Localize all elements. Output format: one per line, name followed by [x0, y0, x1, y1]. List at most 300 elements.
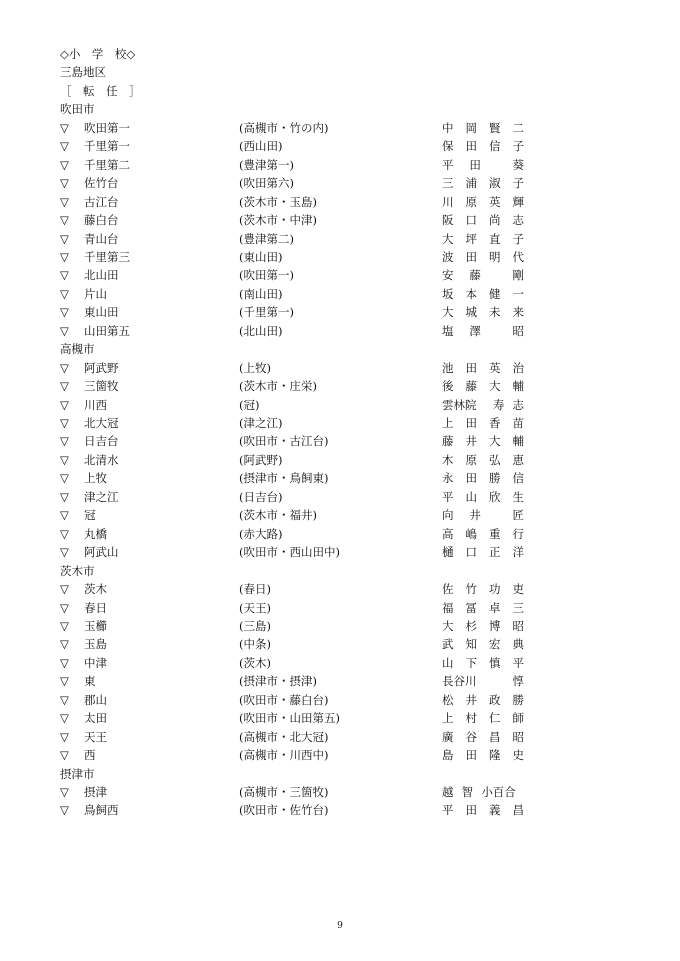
name-char: 田 [465, 748, 477, 763]
school-name: 古江台 [84, 194, 119, 209]
name-char: 苗 [512, 416, 524, 430]
list-item [60, 156, 530, 174]
teacher-name [442, 193, 524, 211]
previous-school: (三島) [239, 618, 271, 633]
name-char: 藤 [465, 379, 477, 394]
name-char: 尚 [489, 213, 501, 228]
name-char: 岡 [465, 120, 477, 135]
school-name: 片山 [84, 286, 107, 301]
school-name: 藤白台 [84, 213, 119, 228]
school-name: 丸橋 [84, 526, 107, 541]
previous-school: (吹田市・藤白台) [239, 692, 329, 707]
list-item [60, 119, 530, 137]
name-char: 永 [442, 471, 454, 486]
previous-school: (冠) [239, 397, 260, 412]
teacher-name [442, 137, 524, 155]
triangle-marker-icon: ▽ [60, 471, 69, 486]
school-name: 阿武野 [84, 360, 119, 375]
triangle-marker-icon: ▽ [60, 176, 69, 191]
name-char: 大 [442, 305, 454, 320]
name-char: 城 [465, 305, 477, 320]
teacher-name [442, 599, 524, 617]
name-char: 匠 [512, 508, 524, 523]
school-name: 津之江 [84, 489, 119, 504]
name-char: 原 [465, 452, 477, 467]
name-char: 藤 [442, 434, 454, 449]
school-name: 山田第五 [84, 323, 130, 338]
name-char: 隆 [489, 748, 501, 763]
list-item [60, 691, 530, 709]
triangle-marker-icon: ▽ [60, 249, 69, 264]
name-char: 典 [512, 637, 524, 652]
name-char: 塩 [442, 323, 454, 338]
name-char: 大 [489, 434, 501, 449]
name-char: 昭 [512, 729, 524, 744]
list-item [60, 543, 530, 561]
name-char: 欣 [489, 489, 501, 504]
name-char: 功 [489, 582, 501, 597]
list-item [60, 303, 530, 321]
name-char: 一 [512, 286, 524, 301]
triangle-marker-icon: ▽ [60, 120, 69, 135]
triangle-marker-icon: ▽ [60, 655, 69, 670]
name-char: 大 [442, 231, 454, 246]
triangle-marker-icon: ▽ [60, 729, 69, 744]
triangle-marker-icon: ▽ [60, 323, 69, 338]
name-char: 吏 [512, 582, 524, 597]
name-char: 佐 [442, 582, 454, 597]
school-name: 郡山 [84, 692, 107, 707]
name-char: 村 [465, 711, 477, 726]
name-char: 賢 [489, 120, 501, 135]
name-char: 信 [512, 471, 524, 486]
triangle-marker-icon: ▽ [60, 618, 69, 633]
name-char: 武 [442, 637, 454, 652]
name-char: 冨 [465, 600, 477, 615]
name-char: 健 [489, 286, 501, 301]
name-char: 葵 [512, 157, 524, 172]
school-name: 阿武山 [84, 545, 119, 560]
school-name: 上牧 [84, 471, 107, 486]
teacher-name [442, 488, 524, 506]
school-name: 玉島 [84, 637, 107, 652]
name-char: 勝 [489, 471, 501, 486]
name-char: 二 [512, 120, 524, 135]
triangle-marker-icon: ▽ [60, 452, 69, 467]
name-char: 田 [469, 157, 481, 172]
triangle-marker-icon: ▽ [60, 434, 69, 449]
previous-school: (茨木市・庄栄) [239, 379, 317, 394]
school-name: 千里第二 [84, 157, 130, 172]
triangle-marker-icon: ▽ [60, 268, 69, 283]
previous-school: (日吉台) [239, 489, 283, 504]
triangle-marker-icon: ▽ [60, 379, 69, 394]
name-char: 代 [512, 249, 524, 264]
name-char: 平 [442, 489, 454, 504]
triangle-marker-icon: ▽ [60, 582, 69, 597]
triangle-marker-icon: ▽ [60, 231, 69, 246]
name-char: 下 [465, 655, 477, 670]
city-heading: 吹田市 [60, 102, 95, 117]
previous-school: (吹田第六) [239, 176, 294, 191]
school-name: 北清水 [84, 452, 119, 467]
triangle-marker-icon: ▽ [60, 157, 69, 172]
name-char: 平 [442, 157, 454, 172]
name-char: 坪 [465, 231, 477, 246]
triangle-marker-icon: ▽ [60, 213, 69, 228]
name-char: 山 [442, 655, 454, 670]
list-item [60, 174, 530, 192]
teacher-name [442, 654, 524, 672]
school-name: 北山田 [84, 268, 119, 283]
name-char: 大 [442, 618, 454, 633]
name-char: 博 [489, 618, 501, 633]
triangle-marker-icon: ▽ [60, 674, 69, 689]
name-char: 子 [512, 139, 524, 154]
name-char: 谷 [465, 729, 477, 744]
school-name: 中津 [84, 655, 107, 670]
school-name: 鳥飼西 [84, 803, 119, 818]
previous-school: (高槻市・北大冠) [239, 729, 329, 744]
teacher-name [442, 377, 524, 395]
name-char: 安 [442, 268, 454, 283]
list-item [60, 469, 530, 487]
name-char: 剛 [512, 268, 524, 283]
teacher-name [442, 414, 524, 432]
teacher-name [442, 322, 524, 340]
previous-school: (阿武野) [239, 452, 283, 467]
name-char: 宏 [489, 637, 501, 652]
triangle-marker-icon: ▽ [60, 286, 69, 301]
name-char: 弘 [489, 452, 501, 467]
list-item [60, 525, 530, 543]
name-char: 田 [465, 803, 477, 818]
previous-school: (豊津第二) [239, 231, 294, 246]
name-char: 杉 [465, 618, 477, 633]
teacher-name [442, 801, 524, 819]
name-char: 福 [442, 600, 454, 615]
school-name: 川西 [84, 397, 107, 412]
name-char: 香 [489, 416, 501, 430]
name-char: 口 [465, 545, 477, 560]
previous-school: (吹田市・山田第五) [239, 711, 340, 726]
name-char: 師 [512, 711, 524, 726]
name-char: 山 [465, 489, 477, 504]
name-char: 史 [512, 748, 524, 763]
name-char: 波 [442, 249, 454, 264]
list-item [60, 396, 530, 414]
name-char: 来 [512, 305, 524, 320]
triangle-marker-icon: ▽ [60, 600, 69, 615]
previous-school: (赤大路) [239, 526, 283, 541]
list-item [60, 654, 530, 672]
list-item [60, 359, 530, 377]
list-item [60, 248, 530, 266]
school-name: 千里第一 [84, 139, 130, 154]
previous-school: (吹田市・佐竹台) [239, 803, 329, 818]
name-char: 長谷川 [442, 674, 477, 689]
name-char: 藤 [469, 268, 481, 283]
list-item [60, 377, 530, 395]
triangle-marker-icon: ▽ [60, 692, 69, 707]
school-name: 太田 [84, 711, 107, 726]
name-char: 雲林院 [442, 397, 477, 412]
name-char: 廣 [442, 729, 454, 744]
list-item [60, 580, 530, 598]
name-char: 越 [442, 785, 454, 799]
triangle-marker-icon: ▽ [60, 803, 69, 818]
triangle-marker-icon: ▽ [60, 545, 69, 560]
list-item [60, 285, 530, 303]
triangle-marker-icon: ▽ [60, 711, 69, 726]
triangle-marker-icon: ▽ [60, 508, 69, 523]
teacher-name [442, 119, 524, 137]
list-item [60, 322, 530, 340]
school-name: 茨木 [84, 582, 107, 597]
name-char: 惇 [512, 674, 524, 689]
name-char: 子 [512, 176, 524, 191]
name-char: 井 [465, 434, 477, 449]
triangle-marker-icon: ▽ [60, 526, 69, 541]
list-item [60, 193, 530, 211]
previous-school: (千里第一) [239, 305, 294, 320]
previous-school: (高槻市・三箇牧) [239, 785, 329, 799]
school-name: 春日 [84, 600, 107, 615]
previous-school: (上牧) [239, 360, 271, 375]
teacher-name [442, 691, 524, 709]
school-name: 玉櫛 [84, 618, 107, 633]
name-char: 田 [465, 416, 477, 430]
page-number: 9 [337, 921, 343, 931]
name-char: 子 [512, 231, 524, 246]
triangle-marker-icon: ▽ [60, 785, 69, 799]
triangle-marker-icon: ▽ [60, 305, 69, 320]
school-name: 北大冠 [84, 416, 119, 430]
name-char: 池 [442, 360, 454, 375]
list-item [60, 211, 530, 229]
list-item [60, 451, 530, 469]
name-char: 恵 [512, 452, 524, 467]
teacher-name [442, 230, 524, 248]
teacher-name [442, 543, 524, 561]
school-name: 千里第三 [84, 249, 130, 264]
teacher-name [442, 580, 524, 598]
name-char: 昭 [512, 323, 524, 338]
name-char: 英 [489, 194, 501, 209]
previous-school: (茨木) [239, 655, 271, 670]
name-char: 松 [442, 692, 454, 707]
name-char: 治 [512, 360, 524, 375]
name-char: 浦 [465, 176, 477, 191]
list-item [60, 414, 530, 432]
previous-school: (吹田第一) [239, 268, 294, 283]
list-item [60, 783, 530, 801]
previous-school: (津之江) [239, 416, 283, 430]
name-char: 輔 [512, 379, 524, 394]
school-name: 摂津 [84, 785, 107, 799]
list-item [60, 266, 530, 284]
list-item [60, 488, 530, 506]
name-char: 後 [442, 379, 454, 394]
list-item [60, 432, 530, 450]
name-char: 田 [465, 139, 477, 154]
name-char: 保 [442, 139, 454, 154]
teacher-name [442, 303, 524, 321]
name-char: 田 [465, 360, 477, 375]
school-name: 佐竹台 [84, 176, 119, 191]
city-heading: 摂津市 [60, 766, 95, 781]
list-item [60, 617, 530, 635]
school-name: 天王 [84, 729, 107, 744]
teacher-name [442, 709, 524, 727]
list-item [60, 672, 530, 690]
teacher-name [442, 635, 524, 653]
previous-school: (吹田市・西山田中) [239, 545, 340, 560]
previous-school: (吹田市・古江台) [239, 434, 329, 449]
name-char: 原 [465, 194, 477, 209]
teacher-name [442, 211, 524, 229]
school-name: 冠 [84, 508, 96, 523]
teacher-name [442, 783, 524, 801]
teacher-name [442, 432, 524, 450]
name-char: 本 [465, 286, 477, 301]
name-char: 淑 [489, 176, 501, 191]
triangle-marker-icon: ▽ [60, 637, 69, 652]
section-heading: ［ 転 任 ］ [60, 83, 141, 98]
name-char: 川 [442, 194, 454, 209]
triangle-marker-icon: ▽ [60, 489, 69, 504]
name-char: 昌 [512, 803, 524, 818]
teacher-name [442, 285, 524, 303]
name-char: 上 [442, 416, 454, 430]
teacher-name [442, 174, 524, 192]
previous-school: (東山田) [239, 249, 283, 264]
list-item [60, 599, 530, 617]
teacher-name [442, 617, 524, 635]
page-title: ◇小 学 校◇ [60, 47, 136, 61]
teacher-name [442, 728, 524, 746]
city-heading: 高槻市 [60, 342, 95, 357]
name-char: 寿 [492, 397, 505, 412]
city-heading: 茨木市 [60, 563, 95, 578]
triangle-marker-icon: ▽ [60, 194, 69, 209]
list-item [60, 709, 530, 727]
list-item [60, 728, 530, 746]
teacher-name [442, 451, 524, 469]
previous-school: (高槻市・川西中) [239, 748, 329, 763]
name-char: 田 [465, 471, 477, 486]
name-char: 慎 [489, 655, 501, 670]
school-name: 青山台 [84, 231, 119, 246]
school-name: 東 [84, 674, 96, 689]
name-char: 澤 [469, 323, 481, 338]
previous-school: (豊津第一) [239, 157, 294, 172]
name-char: 直 [489, 231, 501, 246]
list-item [60, 506, 530, 524]
name-char: 阪 [442, 213, 454, 228]
school-name: 東山田 [84, 305, 119, 320]
list-item [60, 801, 530, 819]
name-char: 高 [442, 526, 454, 541]
name-char: 田 [465, 249, 477, 264]
school-name: 三箇牧 [84, 379, 119, 394]
previous-school: (茨木市・福井) [239, 508, 317, 523]
previous-school: (摂津市・鳥飼東) [239, 471, 329, 486]
name-char: 未 [489, 305, 501, 320]
school-name: 吹田第一 [84, 120, 130, 135]
name-char: 志 [512, 213, 524, 228]
name-char: 輝 [512, 194, 524, 209]
name-char: 島 [442, 748, 454, 763]
name-char: 井 [469, 508, 481, 523]
name-char: 知 [465, 637, 477, 652]
triangle-marker-icon: ▽ [60, 397, 69, 412]
teacher-name [442, 396, 524, 414]
name-char: 信 [489, 139, 501, 154]
name-char: 正 [489, 545, 501, 560]
name-char: 小百合 [481, 785, 516, 799]
name-char: 義 [489, 803, 501, 818]
name-char: 昭 [512, 618, 524, 633]
list-item [60, 635, 530, 653]
name-char: 生 [512, 489, 524, 504]
name-char: 仁 [489, 711, 501, 726]
triangle-marker-icon: ▽ [60, 360, 69, 375]
district-heading: 三島地区 [60, 65, 106, 80]
previous-school: (茨木市・中津) [239, 213, 317, 228]
teacher-name [442, 506, 524, 524]
previous-school: (天王) [239, 600, 271, 615]
triangle-marker-icon: ▽ [60, 416, 69, 430]
name-char: 行 [512, 526, 524, 541]
previous-school: (南山田) [239, 286, 283, 301]
name-char: 英 [489, 360, 501, 375]
previous-school: (西山田) [239, 139, 283, 154]
name-char: 井 [465, 692, 477, 707]
name-char: 輔 [512, 434, 524, 449]
name-char: 智 [461, 785, 474, 799]
name-char: 木 [442, 452, 454, 467]
teacher-name [442, 672, 524, 690]
previous-school: (春日) [239, 582, 271, 597]
teacher-name [442, 469, 524, 487]
name-char: 平 [512, 655, 524, 670]
school-name: 西 [84, 748, 96, 763]
name-char: 三 [442, 176, 454, 191]
name-char: 樋 [442, 545, 454, 560]
name-char: 政 [489, 692, 501, 707]
teacher-name [442, 359, 524, 377]
name-char: 上 [442, 711, 454, 726]
name-char: 平 [442, 803, 454, 818]
school-name: 日吉台 [84, 434, 119, 449]
triangle-marker-icon: ▽ [60, 748, 69, 763]
previous-school: (茨木市・玉島) [239, 194, 317, 209]
name-char: 嶋 [465, 526, 477, 541]
name-char: 重 [489, 526, 501, 541]
list-item [60, 230, 530, 248]
name-char: 勝 [512, 692, 524, 707]
teacher-name [442, 525, 524, 543]
previous-school: (北山田) [239, 323, 283, 338]
name-char: 志 [512, 397, 524, 412]
name-char: 大 [489, 379, 501, 394]
name-char: 明 [489, 249, 501, 264]
triangle-marker-icon: ▽ [60, 139, 69, 154]
name-char: 卓 [489, 600, 501, 615]
name-char: 洋 [512, 545, 524, 560]
teacher-name [442, 248, 524, 266]
